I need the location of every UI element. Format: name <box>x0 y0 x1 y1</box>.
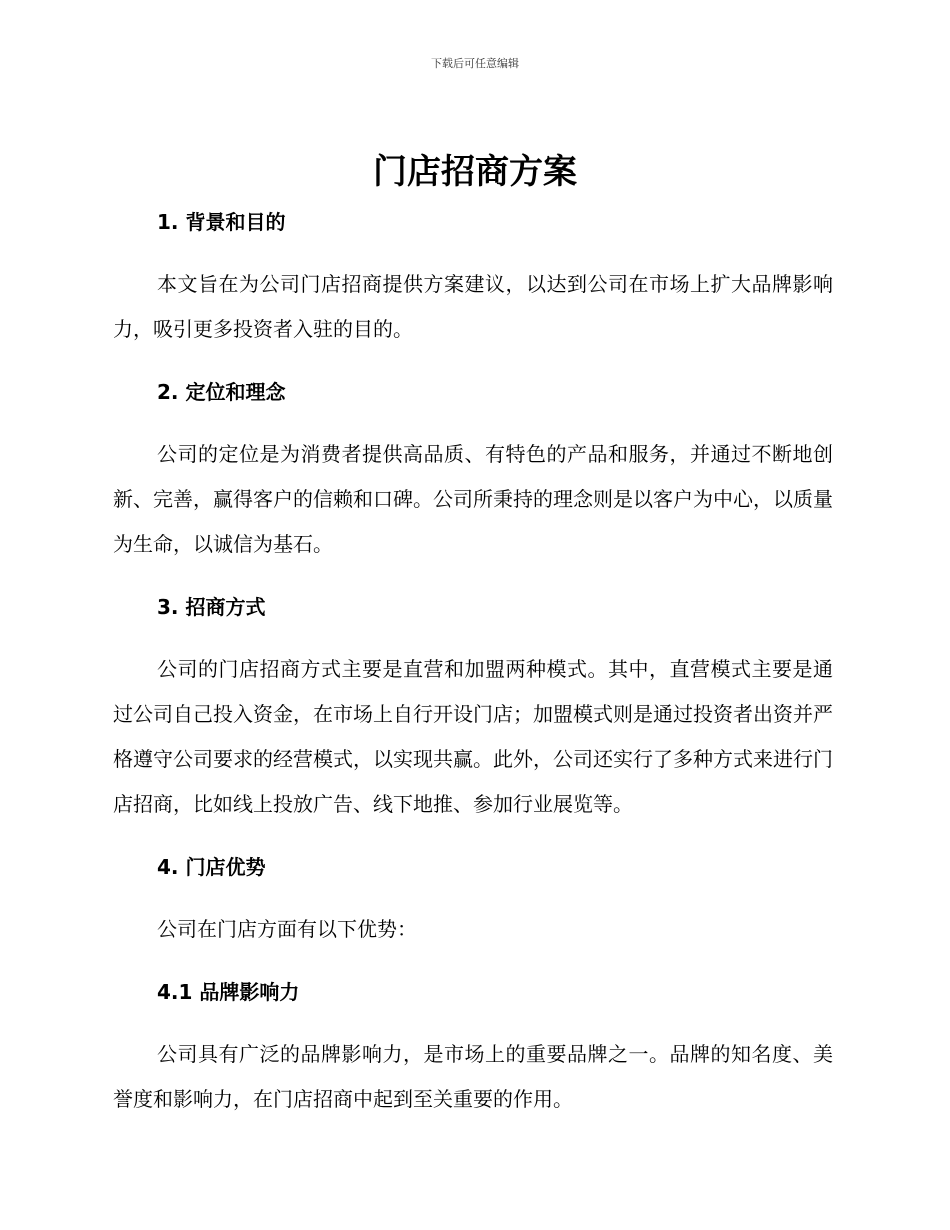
section-heading: 4.1 品牌影响力 <box>157 980 300 1004</box>
section-background <box>113 207 833 377</box>
page-header-note: 下载后可任意编辑 <box>431 57 519 70</box>
section-heading: 1. 背景和目的 <box>157 210 286 234</box>
section-store-advantages <box>113 852 833 977</box>
section-paragraph: 公司在门店方面有以下优势： <box>157 917 417 941</box>
section-heading: 3. 招商方式 <box>157 595 266 619</box>
section-heading: 4. 门店优势 <box>157 855 266 879</box>
document-title: 门店招商方案 <box>373 152 577 192</box>
section-recruitment-methods <box>113 592 833 852</box>
section-positioning <box>113 377 833 592</box>
section-heading: 2. 定位和理念 <box>157 380 286 404</box>
section-paragraph: 公司的门店招商方式主要是直营和加盟两种模式。其中，直营模式主要是通过公司自己投入资金，在市场上自行开设门店；加盟模式则是通过投资者出资并严格遵守公司要求的经营模式，以实现共赢。此外，公司还实行了多种方式来进行门店招商，比如线上投放广告、线下地推、参加行业展览等。 <box>113 657 833 816</box>
document-body <box>113 207 833 1122</box>
section-paragraph: 公司具有广泛的品牌影响力，是市场上的重要品牌之一。品牌的知名度、美誉度和影响力，在门店招商中起到至关重要的作用。 <box>113 1042 833 1111</box>
section-paragraph: 公司的定位是为消费者提供高品质、有特色的产品和服务，并通过不断地创新、完善，赢得客户的信赖和口碑。公司所秉持的理念则是以客户为中心，以质量为生命，以诚信为基石。 <box>113 442 833 556</box>
section-paragraph: 本文旨在为公司门店招商提供方案建议，以达到公司在市场上扩大品牌影响力，吸引更多投资者入驻的目的。 <box>113 272 833 341</box>
section-brand-influence <box>113 977 833 1122</box>
